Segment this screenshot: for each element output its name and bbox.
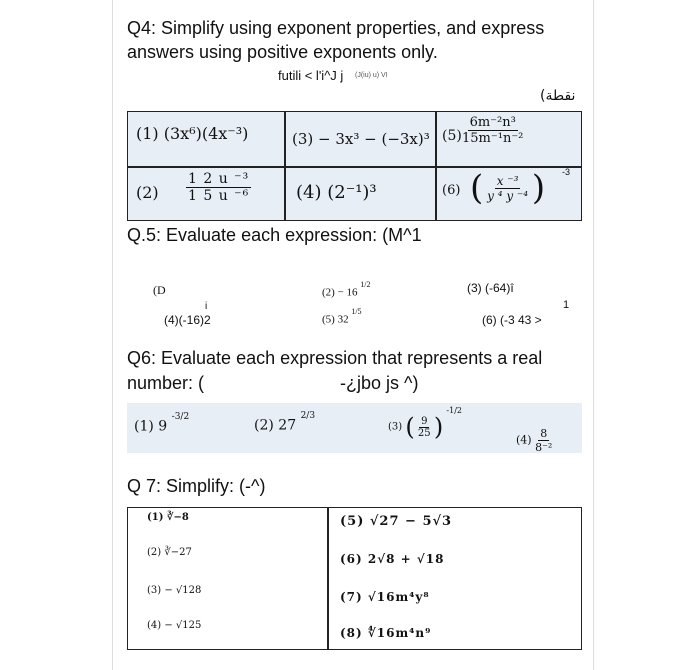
q7-item-6: (6) 2√8 + √18 <box>340 552 445 566</box>
q7-item-3: (3) − √128 <box>147 585 202 596</box>
q7-item-7: (7) √16m⁴y⁸ <box>340 590 430 604</box>
q4-item-2-num: 1 2 u ⁻³ <box>188 171 250 187</box>
q4-arabic-tag: (نقطة <box>540 88 576 104</box>
q7-item-4: (4) − √125 <box>147 620 202 631</box>
q4-item-2 <box>186 171 251 204</box>
q6-item-1-base: (1) 9 <box>134 418 168 435</box>
q4-item-4: (4) (2⁻¹)³ <box>296 182 377 203</box>
q5-item-4-top: i <box>205 301 208 312</box>
q5-item-2-base: (2) − 16 <box>322 286 358 299</box>
q6-item-1-exp: -3/2 <box>171 412 190 422</box>
q6-item-2-exp: 2/3 <box>300 411 316 421</box>
q6-item-3-label: (3) <box>388 421 403 433</box>
q7-item-2: (2) ∛−27 <box>147 547 192 558</box>
q6-item-3-num: 9 <box>421 415 428 427</box>
q7-item-5: (5) √27 − 5√3 <box>340 514 453 529</box>
q7-item-8: (8) ∜16m⁴n⁹ <box>340 626 432 640</box>
q6-title-line1: Q6: Evaluate each expression that represents a real <box>127 348 543 368</box>
q5-title: Q.5: Evaluate each expression: (M^1 <box>127 225 422 245</box>
q6-item-3-den: 25 <box>417 427 431 439</box>
q4-title-line2: answers using positive exponents only. <box>127 42 438 62</box>
q5-item-5-base: (5) 32 <box>322 313 349 326</box>
q4-item-5-num: 6m⁻²n³ <box>469 115 516 130</box>
q4-item-6-exponent: -3 <box>562 167 571 177</box>
q6-item-3-exp: -1/2 <box>446 406 462 416</box>
q4-item-6-label: (6) <box>442 183 461 198</box>
q6-item-1 <box>134 412 190 435</box>
q7-item-1: (1) ∛−8 <box>147 512 189 523</box>
q5-item-4: (4)(-16)2 <box>164 313 211 327</box>
q5-item-1: (D <box>153 283 166 297</box>
q4-item-6: ( $\frac{\text{x ⁻³}}{\text{y ⁴ y ⁻⁴}}$ ) <box>470 168 546 208</box>
q7-title: Q 7: Simplify: (-^) <box>127 476 266 496</box>
q4-subtitle-small: (J(iu) u) VI <box>355 72 388 79</box>
q5-item-5 <box>322 307 362 326</box>
q4-item-1: (1) (3x⁶)(4x⁻³) <box>136 124 249 143</box>
q6-title-line2-a: number: ( <box>127 373 205 393</box>
q4-item-6-num: x ⁻³ <box>496 173 519 188</box>
q6-title-line2-b: -¿jbo js ^) <box>340 373 419 393</box>
q4-item-5 <box>462 115 523 146</box>
q4-item-5-label: (5) <box>442 128 462 144</box>
q6-item-2-base: (2) 27 <box>254 417 297 434</box>
q4-item-5-den: 15m⁻¹n⁻² <box>462 131 524 146</box>
q4-item-2-label: (2) <box>136 183 159 202</box>
q5-item-2 <box>322 280 371 299</box>
q4-item-3: (3) − 3x³ − (−3x)³ <box>292 130 430 148</box>
q4-item-2-den: 1 5 u ⁻⁶ <box>188 188 250 204</box>
q6-band <box>127 403 582 453</box>
q4-title-line1: Q4: Simplify using exponent properties, and express <box>127 18 545 38</box>
q5-item-5-exp: 1/5 <box>351 307 362 316</box>
q6-item-4-label: (4) <box>516 433 532 447</box>
q6-item-4-den: 8⁻² <box>535 441 553 454</box>
q5-item-6-top: 1 <box>563 299 570 311</box>
q6-item-4-num: 8 <box>540 427 548 440</box>
q6-item-3: (3) ( $\frac{9}{25}$ ) $^{-1/2}$ <box>388 406 462 441</box>
q6-item-4 <box>516 427 552 454</box>
q7-divider <box>327 507 329 650</box>
q4-subtitle: futili < l'i^J j <box>278 68 344 83</box>
q6-item-2 <box>254 411 316 434</box>
q5-item-2-exp: 1/2 <box>360 280 371 289</box>
q5-item-3: (3) (-64)î <box>467 281 514 295</box>
q4-item-6-den: y ⁴ y ⁻⁴ <box>487 188 529 203</box>
q5-item-6: (6) (-3 43 > <box>482 313 542 327</box>
